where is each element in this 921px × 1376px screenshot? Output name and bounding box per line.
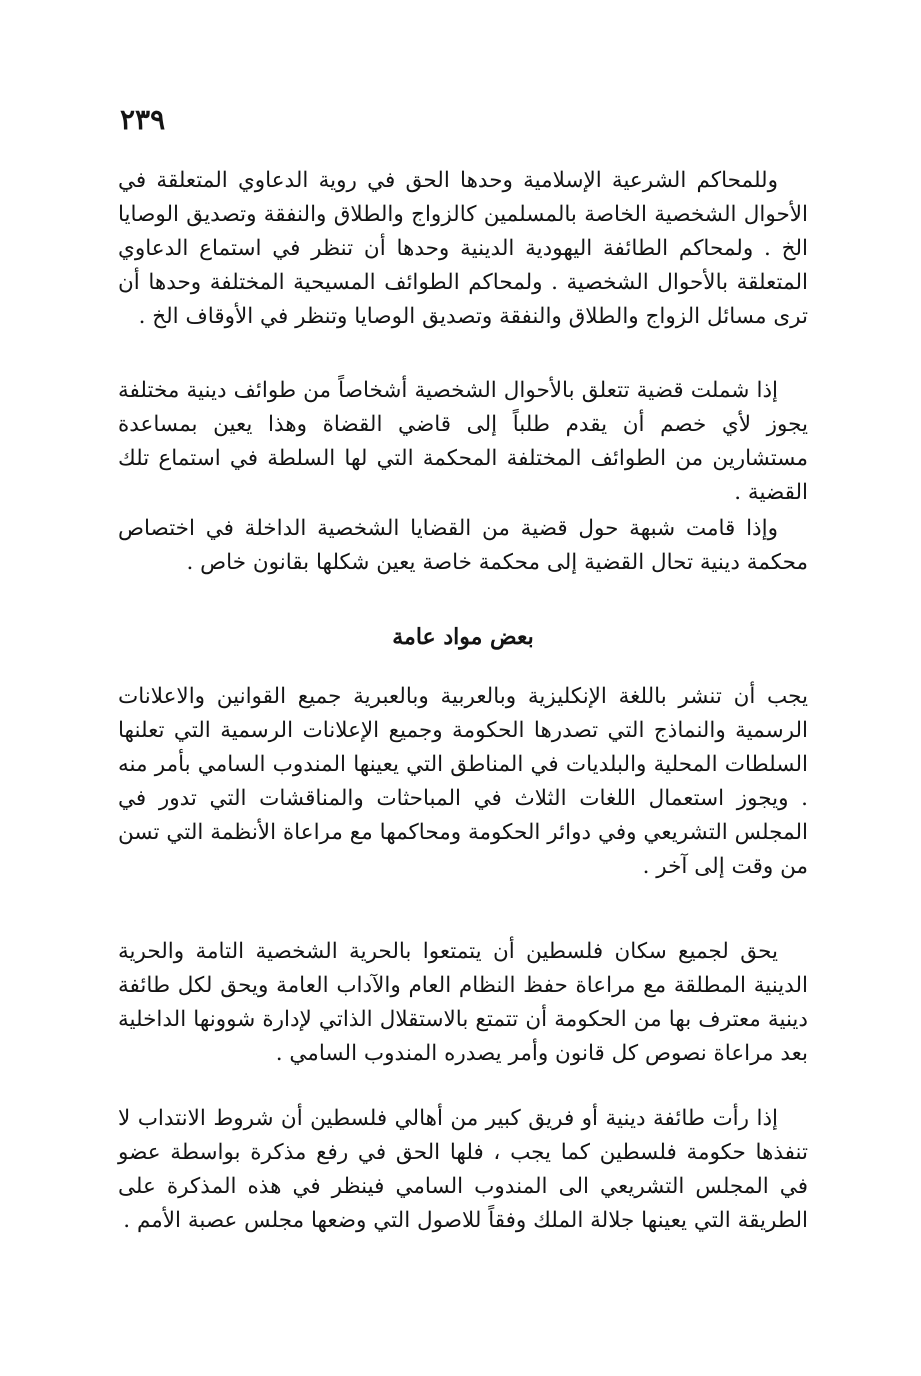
paragraph-jurisdiction-doubt: وإذا قامت شبهة حول قضية من القضايا الشخصية الداخلة في اختصاص محكمة دينية تحال القضية إلى محكمة خاصة يعين شكلها بقانون خاص . [118, 516, 808, 575]
paragraph-religious-freedom: يحق لجميع سكان فلسطين أن يتمتعوا بالحرية الشخصية التامة والحرية الدينية المطلقة مع مراعاة حفظ النظام العام والآداب العامة ويحق لكل طائفة دينية معترف بها من الحكومة أن تتمتع بالاستقلال الذاتي لإدارة شوونها الداخلية بعد مراعاة نصوص كل قانون وأمر يصدره المندوب السامي . [118, 939, 808, 1066]
page-number: ٢٣٩ [120, 103, 166, 136]
paragraph-mixed-communities: إذا شملت قضية تتعلق بالأحوال الشخصية أشخاصاً من طوائف دينية مختلفة يجوز لأي خصم أن يقدم طلباً إلى قاضي القضاة وهذا يعين بمساعدة مستشارين من الطوائف المختلفة المحكمة التي لها السلطة في استماع تلك القضية . [118, 378, 808, 505]
paragraph-mandate-petition: إذا رأت طائفة دينية أو فريق كبير من أهالي فلسطين أن شروط الانتداب لا تنفذها حكومة فلسطين كما يجب ، فلها الحق في رفع مذكرة بواسطة عضو في المجلس التشريعي الى المندوب السامي فينظر في هذه المذكرة على الطريقة التي يعينها جلالة الملك وفقاً للاصول التي وضعها مجلس عصبة الأمم . [118, 1106, 808, 1233]
paragraph-religious-courts: وللمحاكم الشرعية الإسلامية وحدها الحق في روية الدعاوي المتعلقة في الأحوال الشخصية الخاصة بالمسلمين كالزواج والطلاق والنفقة وتصديق الوصايا الخ . ولمحاكم الطائفة اليهودية الدينية وحدها أن تنظر في استماع الدعاوي المتعلقة بالأحوال الشخصية . ولمحاكم الطوائف المسيحية المختلفة وحدها أن ترى مسائل الزواج والطلاق والنفقة وتصديق الوصايا وتنظر في الأوقاف الخ . [118, 168, 808, 329]
section-heading: بعض مواد عامة [392, 624, 534, 650]
paragraph-official-languages: يجب أن تنشر باللغة الإنكليزية وبالعربية وبالعبرية جميع القوانين والاعلانات الرسمية والنماذج التي تصدرها الحكومة وجميع الإعلانات الرسمية التي تعلنها السلطات المحلية والبلديات في المناطق التي يعينها المندوب السامي بأمر منه . ويجوز استعمال اللغات الثلاث في المباحثات والمناقشات التي تدور في المجلس التشريعي وفي دوائر الحكومة ومحاكمها مع مراعاة الأنظمة التي تسن من وقت إلى آخر . [118, 684, 808, 879]
